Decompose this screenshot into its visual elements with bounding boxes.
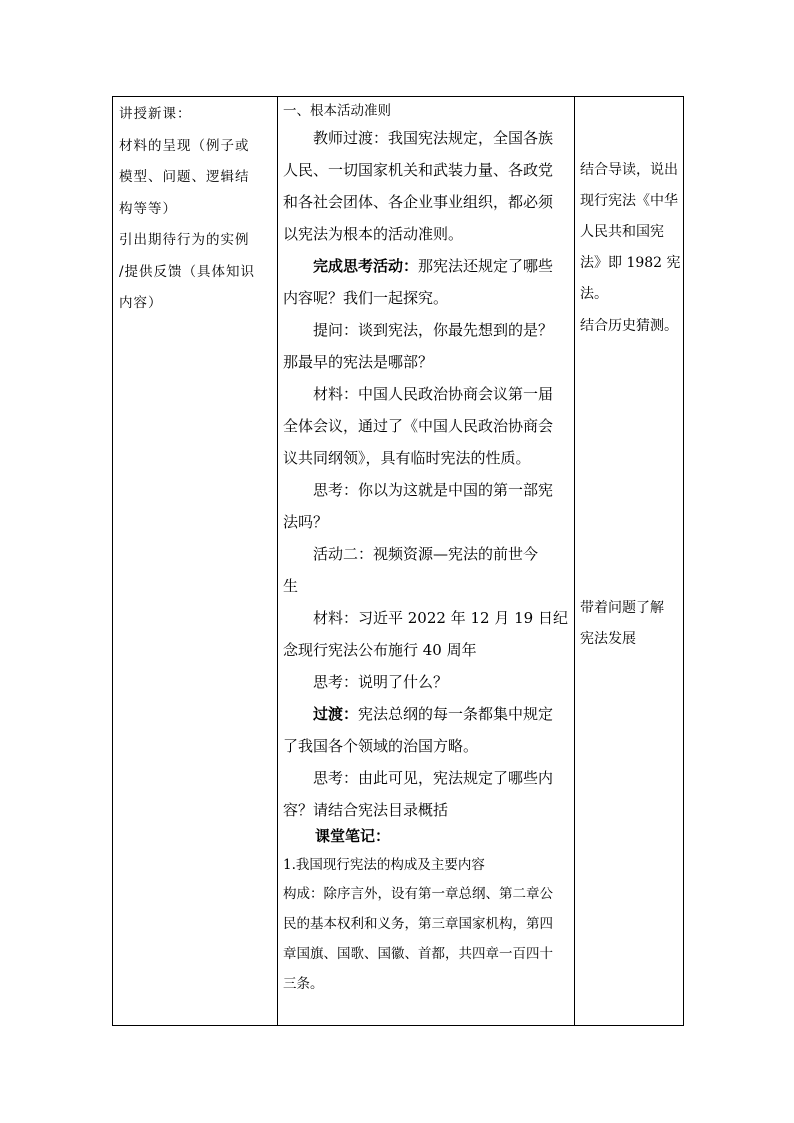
notes-title — [315, 825, 390, 846]
teaching-stage-column — [119, 99, 274, 320]
paragraph-text: 宪法总纲的每一条都集中规定 — [358, 705, 554, 723]
column-divider-1 — [277, 97, 278, 1025]
paragraph-line: 那最早的宪法是哪部？ — [283, 353, 434, 371]
paragraph-text: 那宪法还规定了哪些 — [418, 257, 554, 275]
notes-title-text: 课堂笔记： — [315, 827, 391, 845]
paragraph-line: 提问：谈到宪法，你最先想到的是？ — [313, 321, 554, 339]
stage-label: 材料的呈现（例子或 — [119, 137, 250, 154]
paragraph-line: 生 — [283, 577, 299, 595]
stage-label: 讲授新课： — [119, 106, 192, 122]
stage-label: 模型、问题、逻辑结 — [119, 169, 250, 185]
paragraph-line — [313, 255, 553, 276]
intent-line: 现行宪法《中华 — [580, 193, 678, 209]
paragraph-line: 和各社会团体、各企业事业组织，都必须 — [283, 193, 554, 211]
intent-line: 法。 — [580, 286, 608, 302]
note-line: 构成：除序言外，设有第一章总纲、第二章公 — [283, 886, 553, 902]
column-divider-2 — [574, 97, 575, 1025]
intent-line: 结合历史猜测。 — [580, 318, 678, 334]
section-heading: 一、根本活动准则 — [283, 103, 391, 119]
stage-label: 引出期待行为的实例 — [119, 232, 250, 248]
paragraph-line: 容？请结合宪法目录概括 — [283, 801, 449, 819]
paragraph-line: 材料：习近平 2022 年 12 月 19 日纪 — [313, 609, 568, 627]
paragraph-line: 全体会议，通过了《中国人民政治协商会 — [283, 417, 554, 435]
intent-line: 结合导读，说出 — [580, 162, 678, 178]
paragraph-line: 教师过渡：我国宪法规定，全国各族 — [313, 129, 554, 147]
paragraph-line: 内容呢？我们一起探究。 — [283, 289, 449, 307]
paragraph-line — [313, 703, 553, 724]
paragraph-line: 活动二：视频资源—宪法的前世今 — [313, 545, 539, 563]
paragraph-line: 思考：说明了什么？ — [313, 673, 449, 691]
paragraph-line: 材料：中国人民政治协商会议第一届 — [313, 385, 554, 403]
intent-line: 宪法发展 — [580, 631, 636, 647]
paragraph-line: 人民、一切国家机关和武装力量、各政党 — [283, 161, 554, 179]
note-line: 章国旗、国歌、国徽、首都，共四章一百四十 — [283, 946, 553, 962]
stage-label: /提供反馈（具体知识 — [119, 263, 256, 280]
paragraph-line: 法吗？ — [283, 513, 329, 531]
paragraph-line: 思考：由此可见，宪法规定了哪些内 — [313, 769, 554, 787]
intent-line: 带着问题了解 — [580, 600, 664, 616]
note-line: 民的基本权利和义务，第三章国家机构，第四 — [283, 916, 553, 932]
activity-label: 完成思考活动： — [313, 257, 419, 275]
paragraph-line: 以宪法为根本的活动准则。 — [283, 225, 464, 243]
intent-line: 人民共和国宪 — [580, 224, 664, 240]
note-line: 1.我国现行宪法的构成及主要内容 — [283, 857, 485, 873]
stage-label: 内容） — [119, 295, 163, 311]
paragraph-line: 议共同纲领》，具有临时宪法的性质。 — [283, 449, 531, 467]
paragraph-line: 了我国各个领域的治国方略。 — [283, 737, 479, 755]
transition-label: 过渡： — [313, 705, 359, 723]
stage-label: 构等等） — [119, 200, 177, 217]
note-line: 三条。 — [283, 976, 324, 992]
lesson-table — [112, 96, 684, 1026]
paragraph-line: 念现行宪法公布施行 40 周年 — [283, 641, 477, 659]
paragraph-line: 思考：你以为这就是中国的第一部宪 — [313, 481, 554, 499]
intent-line: 法》即 1982 宪 — [580, 255, 681, 271]
